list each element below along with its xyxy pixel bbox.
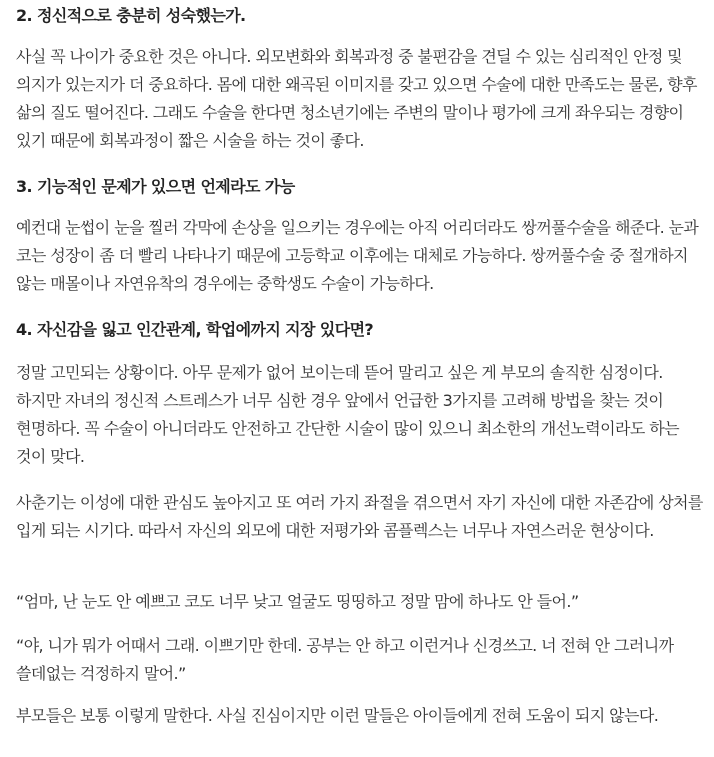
quote-child: “엄마, 난 눈도 안 예쁘고 코도 너무 낮고 얼굴도 띵띵하고 정말 맘에 하나도 안 들어.” (16, 592, 579, 611)
quote-parent: “야, 니가 뭐가 어때서 그래. 이쁘기만 한데. 공부는 안 하고 이런거나 신경쓰고. 너 전혀 안 그러니까 쓸데없는 걱정하지 말어.” (16, 636, 674, 683)
paragraph: 예컨대 눈썹이 눈을 찔러 각막에 손상을 일으키는 경우에는 아직 어리더라도 쌍꺼풀수술을 해준다. 눈과 코는 성장이 좀 더 빨리 나타나기 때문에 고등학교 이후에는 대체로 가능하다. 쌍꺼풀수술 중 절개하지 않는 매몰이나 자연유착의 경우에는 중학생도 수술이 가능하다. (16, 218, 699, 293)
paragraph: 사실 꼭 나이가 중요한 것은 아니다. 외모변화와 회복과정 중 불편감을 견딜 수 있는 심리적인 안정 및 의지가 있는지가 더 중요하다. 몸에 대한 왜곡된 이미지를 갖고 있으면 수술에 대한 만족도는 물론, 향후 삶의 질도 떨어진다. 그래도 수술을 한다면 청소년기에는 주변의 말이나 평가에 크게 좌우되는 경향이 있기 때문에 회복과정이 짧은 시술을 하는 것이 좋다. (16, 47, 697, 150)
paragraph: 부모들은 보통 이렇게 말한다. 사실 진심이지만 이런 말들은 아이들에게 전혀 도움이 되지 않는다. (16, 706, 659, 725)
section-heading-2: 2. 정신적으로 충분히 성숙했는가. (16, 6, 246, 25)
section-heading-3: 3. 기능적인 문제가 있으면 언제라도 가능 (16, 177, 295, 196)
paragraph: 사춘기는 이성에 대한 관심도 높아지고 또 여러 가지 좌절을 겪으면서 자기 자신에 대한 자존감에 상처를 입게 되는 시기다. 따라서 자신의 외모에 대한 저평가와 콤플렉스는 너무나 자연스러운 현상이다. (16, 493, 703, 540)
section-heading-4: 4. 자신감을 잃고 인간관계, 학업에까지 지장 있다면? (16, 320, 374, 339)
paragraph: 정말 고민되는 상황이다. 아무 문제가 없어 보이는데 뜯어 말리고 싶은 게 부모의 솔직한 심정이다. 하지만 자녀의 정신적 스트레스가 너무 심한 경우 앞에서 언급한 3가지를 고려해 방법을 찾는 것이 현명하다. 꼭 수술이 아니더라도 안전하고 간단한 시술이 많이 있으니 최소한의 개선노력이라도 하는 것이 맞다. (16, 363, 679, 466)
